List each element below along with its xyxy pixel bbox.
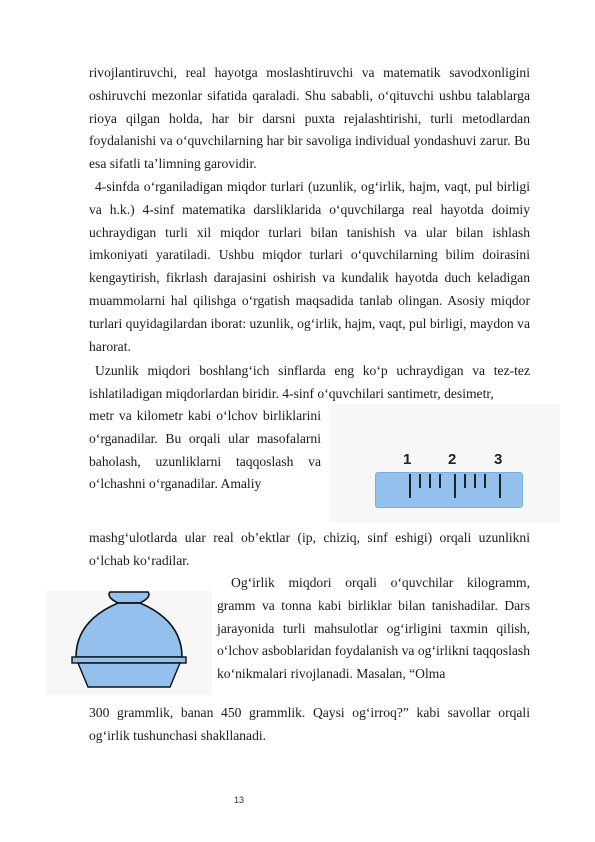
paragraph-weight-end: 300 grammlik, banan 450 grammlik. Qaysi og‘irroq?” kabi savollar orqali og‘irlik tushunchasi shakllanadi. xyxy=(89,705,530,743)
ruler-tick-minor xyxy=(464,474,466,488)
ruler-tick-minor xyxy=(419,474,421,488)
ruler-tick-minor xyxy=(429,474,431,488)
ruler-label-3: 3 xyxy=(494,451,503,468)
ruler-tick-minor xyxy=(484,474,486,488)
ruler-label-2: 2 xyxy=(448,451,457,468)
paragraph-length-intro: Uzunlik miqdori boshlang‘ich sinflarda eng ko‘p uchraydigan va tez-tez ishlatiladigan miqdorlardan biridir. 4-sinf o‘quvchilari santimetr, desimetr, xyxy=(89,363,530,401)
paragraph-weight-wrap: Og‘irlik miqdori orqali o‘quvchilar kilogramm, gramm va tonna kabi birliklar bilan tanishadilar. Dars jarayonida turli mahsulotlar og‘irligini taxmin qilish, o‘lchov asboblaridan foydalanish va og‘irlikni taqqoslash ko‘nikmalari rivojlanadi. Masalan, “Olma xyxy=(217,575,530,682)
ruler-tick-major xyxy=(454,474,456,498)
page-number: 13 xyxy=(234,795,245,805)
paragraph-quantity-types: 4-sinfda o‘rganiladigan miqdor turlari (uzunlik, og‘irlik, hajm, vaqt, pul birligi va h.k.) 4-sinf matematika darsliklarida o‘quvchilarga real hayotda doimiy uchraydigan turli xil miqdor turlari bilan tanishish va ular bilan ishlash imkoniyati yaratiladi. Ushbu miqdor turlari o‘quvchilarning bilim doirasini kengaytirish, fikrlash darajasini oshirish va kundalik hayotda duch keladigan muammolarni hal qilishga o‘rgatish maqsadida tanlab olingan. Asosiy miqdor turlari quyidagilardan iborat: uzunlik, og‘irlik, hajm, vaqt, pul birligi, maydon va harorat. xyxy=(89,179,530,354)
ruler-tick-major xyxy=(499,474,501,498)
ruler-illustration xyxy=(330,404,560,522)
paragraph-intro: rivojlantiruvchi, real hayotga moslashtiruvchi va matematik savodxonligini oshiruvchi mezonlar sifatida qaraladi. Shu sababli, o‘qituvchi ushbu talablarga rioya qilgan holda, har bir darsni puxta rejalashtirishi, turli metodlardan foydalanishi va o‘quvchilarning har bir savoliga individual yondashuvi zarur. Bu esa sifatli ta’limning garovidir. xyxy=(89,65,530,172)
paragraph-length-end: mashg‘ulotlarda ular real ob’ektlar (ip, chiziq, sinf eshigi) orqali uzunlikni o‘lchab ko‘radilar. xyxy=(89,530,530,568)
ruler-label-1: 1 xyxy=(403,451,412,468)
ruler-tick-major xyxy=(409,474,411,498)
ruler-tick-minor xyxy=(439,474,441,488)
paragraph-length-wrap: metr va kilometr kabi o‘lchov birliklarini o‘rganadilar. Bu orqali ular masofalarni baholash, uzunliklarni taqqoslash va o‘lchashni o‘rganadilar. Amaliy xyxy=(89,408,321,492)
ruler-tick-minor xyxy=(474,474,476,488)
weighing-scale-icon xyxy=(46,591,212,695)
weighing-scale-illustration xyxy=(46,591,212,695)
